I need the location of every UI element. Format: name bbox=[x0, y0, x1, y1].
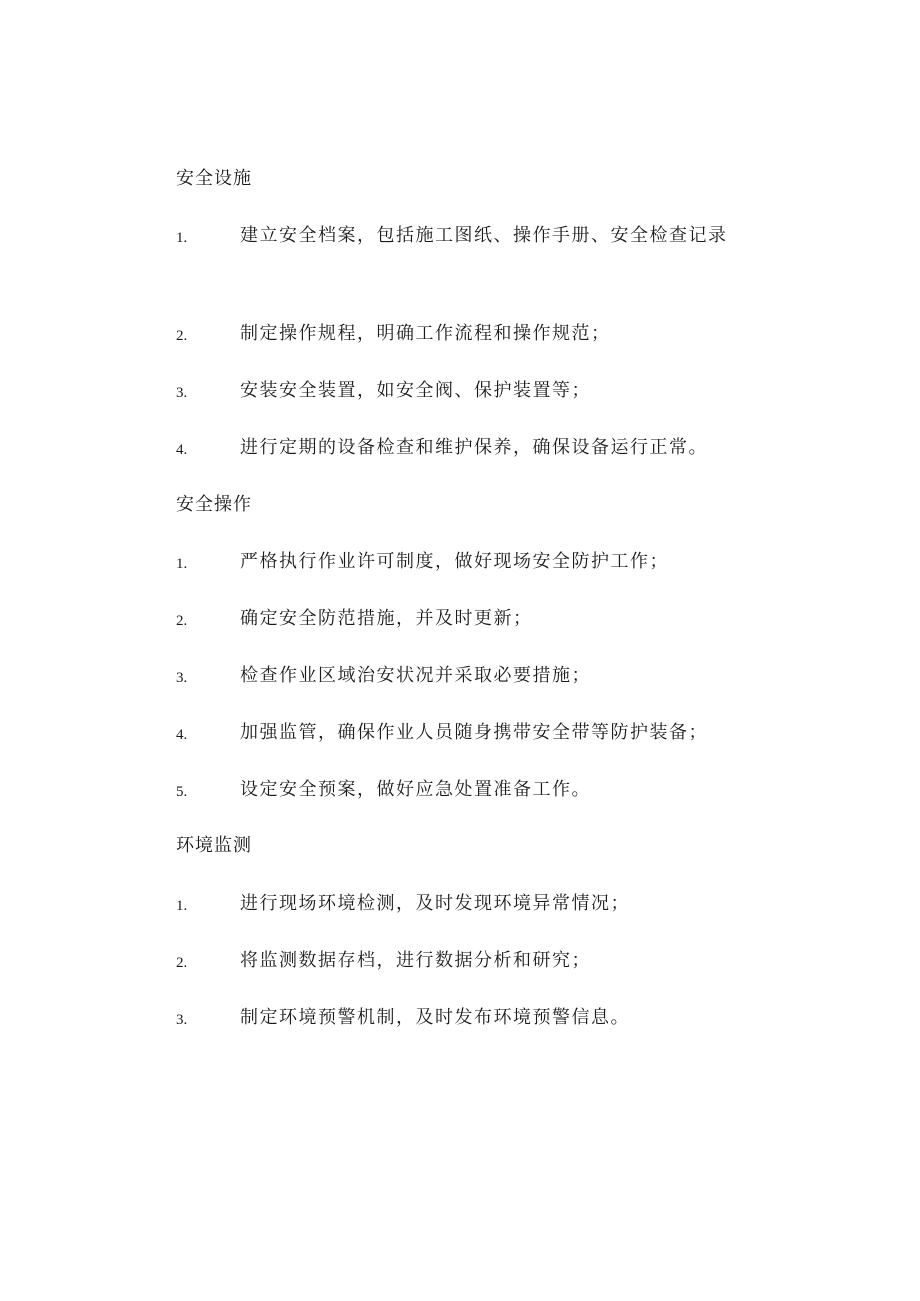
list-item bbox=[176, 224, 876, 248]
section-heading-safety-facilities: 安全设施 bbox=[176, 168, 252, 189]
list-text: 安装安全装置，如安全阀、保护装置等； bbox=[240, 380, 591, 401]
list-text: 检查作业区域治安状况并采取必要措施； bbox=[240, 665, 591, 686]
list-text: 加强监管，确保作业人员随身携带安全带等防护装备； bbox=[240, 722, 708, 743]
list-item bbox=[176, 1006, 876, 1030]
list-number: 1. bbox=[176, 898, 188, 914]
list-text: 严格执行作业许可制度，做好现场安全防护工作； bbox=[240, 551, 669, 572]
list-item bbox=[176, 322, 876, 346]
list-number: 3. bbox=[176, 670, 188, 686]
list-text: 设定安全预案，做好应急处置准备工作。 bbox=[240, 779, 591, 800]
list-text: 进行定期的设备检查和维护保养，确保设备运行正常。 bbox=[240, 437, 708, 458]
list-text: 确定安全防范措施，并及时更新； bbox=[240, 608, 533, 629]
list-number: 2. bbox=[176, 328, 188, 344]
list-item bbox=[176, 892, 876, 916]
list-item bbox=[176, 721, 876, 745]
list-item bbox=[176, 949, 876, 973]
list-text: 制定环境预警机制，及时发布环境预警信息。 bbox=[240, 1007, 630, 1028]
list-number: 4. bbox=[176, 442, 188, 458]
list-text: 建立安全档案，包括施工图纸、操作手册、安全检查记录 bbox=[240, 225, 728, 246]
list-item bbox=[176, 379, 876, 403]
list-number: 5. bbox=[176, 784, 188, 800]
section-heading-environment-monitoring: 环境监测 bbox=[176, 835, 252, 856]
list-number: 4. bbox=[176, 727, 188, 743]
list-number: 3. bbox=[176, 1012, 188, 1028]
list-item bbox=[176, 664, 876, 688]
list-text: 制定操作规程，明确工作流程和操作规范； bbox=[240, 323, 611, 344]
list-number: 2. bbox=[176, 613, 188, 629]
list-text: 将监测数据存档，进行数据分析和研究； bbox=[240, 950, 591, 971]
list-item bbox=[176, 607, 876, 631]
list-number: 2. bbox=[176, 955, 188, 971]
list-item bbox=[176, 436, 876, 460]
list-number: 1. bbox=[176, 230, 188, 246]
list-item bbox=[176, 778, 876, 802]
list-text: 进行现场环境检测，及时发现环境异常情况； bbox=[240, 893, 630, 914]
list-number: 3. bbox=[176, 385, 188, 401]
list-item bbox=[176, 550, 876, 574]
section-heading-safety-operation: 安全操作 bbox=[176, 494, 252, 515]
list-number: 1. bbox=[176, 556, 188, 572]
